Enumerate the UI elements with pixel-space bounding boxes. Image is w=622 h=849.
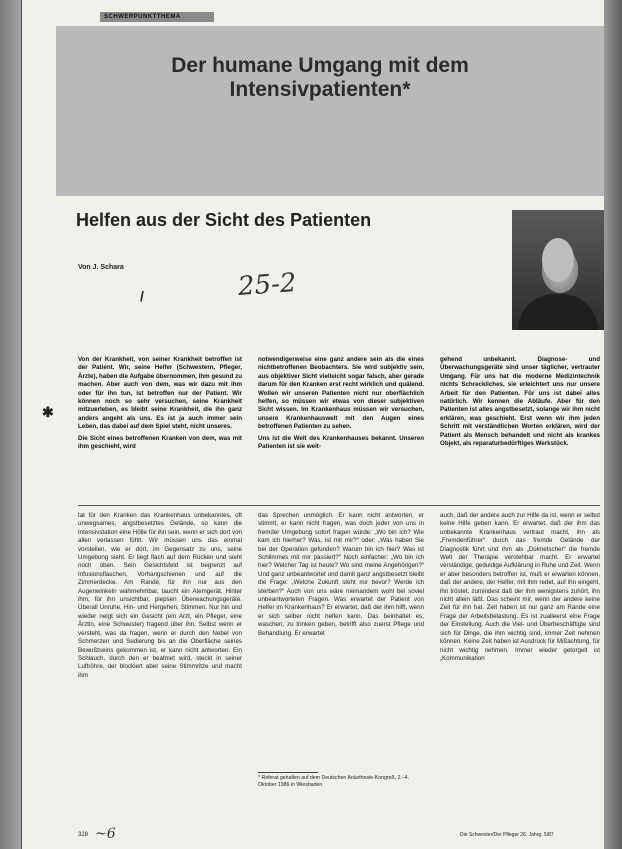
- section-divider: [78, 505, 600, 506]
- body-paragraph-1: tat für den Kranken das Krankenhaus unbekanntes, oft unwegsames, angstbesetztes Gelände, so kann die Intensivstation eine Hölle für ihn sein, wenn er sich dort von allen verlassen fühlt. Wir müssen uns das einmal vorstellen, wie er dort, im Gegensatz zu uns, seine Umgebung sieht. Er liegt flach auf dem Rücken und sieht noch oben. Sein Gesichtsfeld ist begrenzt auf Infusionsflaschen, Vorhangschienen und auf die Zimmerdecke. Am Rande, für ihn nur aus den Augenwinkeln wahrnehmbar, taucht ein Atemgerät. Hinter ihm, für ihn unsichtbar, piepsen Überwachungsgeräte. Überall Unruhe, Hin- und Hergehen, Stimmen. Nur hin und wieder neigt sich ein Gesicht (ein Arzt, ein Pfleger, eine Ärztin, eine Schwester) fragend über ihn. Selbst wenn er versteht, was da fragen, wenn er durch den Nebel von Schmerzen und Sedierung bis an die Oberfläche seines Bewußtseins gekommen ist, er kann nicht antworten. Ein Schlauch, durch den er beatmet wird, steckt in seiner Luftröhre, der blockiert aber seine Stimmritze und macht ihm: [78, 512, 242, 679]
- article-title-text: Der humane Umgang mit dem Intensivpatienten: [171, 54, 469, 101]
- lead-paragraph-3: notwendigerweise eine ganz andere sein als die eines nichtbetroffenen Beobachters. Sie wird subjektiv sein, aus objektiver Sicht vielleicht sogar falsch, aber gerade darum für den Kranken erst recht wirklich und quälend. Wollen wir unseren Patienten nicht nur oberflächlich helfen, so müssen wir etwas von dieser subjektiven Sicht wissen. Im Krankenhaus müssen wir versuchen, unsere Krankenhauswelt mit den Augen eines betroffenen Patienten zu sehen.: [258, 356, 424, 431]
- body-column-2: [258, 512, 424, 641]
- page-handwritten-mark: ~6: [95, 826, 116, 842]
- page-number: 328: [78, 832, 89, 838]
- lead-paragraph-1: Von der Krankheit, von seiner Krankheit betroffen ist der Patient. Wir, seine Helfer (Schwestern, Pfleger, Ärzte), haben die Aufgabe übernommen, ihm gesund zu machen. Aber auch von dem, was wir dazu mit ihm oder für ihn tun, ist betroffen nur der Patient. Wir können noch so sehr versuchen, seine Krankheit mitzuerleben, es bleibt seine Krankheit, die ihn ganz anders angeht als uns. Es ist ja auch immer sein Leben, das dabei auf dem Spiel steht, nicht unseres.: [78, 356, 242, 431]
- section-rubric: SCHWERPUNKTTHEMA: [100, 12, 214, 22]
- photo-shoulders: [518, 294, 598, 330]
- handwritten-note: 25-2: [237, 267, 298, 303]
- body-column-3: [440, 512, 600, 666]
- lead-paragraph-4: Uns ist die Welt des Krankenhauses bekannt. Unseren Patienten ist sie weit-: [258, 434, 424, 451]
- lead-paragraph-5: gehend unbekannt. Diagnose- und Überwachungsgeräte sind unser täglicher, vertrauter Umgang. Für uns hat die moderne Medizintechnik nichts Schreckliches, sie erleichtert uns nur unsere Arbeit für den Patienten. Für uns ist dabei alles natürlich. Wir kennen die Abläufe. Aber für den Patienten ist alles angstbesetzt, solange wir ihm nicht erklären, was geschieht. Erst wenn wir ihm jeden Schritt mit verständlichen Worten erklären, wird der Patient als Mensch behandelt und nicht als krankes Objekt, als reparaturbedürftiges Werkstück.: [440, 356, 600, 448]
- journal-reference: Die Schwester/Der Pfleger 26. Jahrg. 5/87: [460, 832, 554, 838]
- lead-column-2: [258, 356, 424, 454]
- author-photo: [512, 210, 604, 330]
- scan-edge-right: [604, 0, 622, 849]
- article-title: [170, 54, 470, 102]
- body-paragraph-3: auch, daß der andere auch zur Hilfe da ist, wenn er selbst keine Hilfe geben kann. Er erwartet, daß der ihm das unbekannte Krankenhaus vertraut macht, ihn als „Fremdenführer“ durch das fremde Gelände der Diagnostik führt und ihm als „Dolmetscher“ die fremde Welt der Therapie verstehbar macht. Er erwartet verständige, geduldige Aufklärung in Ruhe und Zeit. Wenn er aber besonders betroffen ist, muß er erwarten können, daß der andere, der Helfer, mit ihm redet, auf ihn eingeht, ihn tröstet, zumindest daß der ihm wenigstens zuhört, ihn nicht allein läßt. Das scheint mir, wenn der andere keine Zeit für ihn hat. Zeit haben ist nur ganz am Rande eine Frage der Arbeitsbelastung. Es ist zualleerst eine Frage der Einstellung. Auch die Viel- und Überbeschäftigte sind sich für Dinge, die ihm wichtig sind, immer Zeit nehmen können. Keine Zeit haben ist Ausdruck für Mißachtung, für nicht wichtig nehmen. Immer wieder getorgelt ist „Kommunikation: [440, 512, 600, 662]
- photo-face: [542, 238, 574, 282]
- article-subtitle: Helfen aus der Sicht des Patienten: [76, 210, 372, 230]
- body-paragraph-2: das Sprechen unmöglich. Er kann nicht antworten, er stimmt, er kann nicht fragen, was doch jeder von uns in fremder Umgebung sofort fragen würde: „Wo bin ich? Wie kam ich hierher? Was, ist mit mir?“ oder: „Was haben Sie bei der Operation gefunden? Warum bin ich hier? Was ist Schlimmes mit mir passiert?“ Noch einfacher: „Wo bin ich hier? Welcher Tag ist heute? Wo sind meine Angehörigen?“ Und ganz unbeantwortet und damit ganz angstbesetzt bleibt die Frage: „Welche Zukunft steht mir bevor? Werde ich sterben?“ Auch von uns wäre niemandem wohl bei soviel unbeantworteten Fragen. Was erwartet der Patient von Helfer im Krankenhaus? Er erwartet, daß der ihm hilft, wenn er sich selber nicht helfen kann. Das beinhaltet es, waschen, zu trinken geben, betrifft also zuerst Pflege und Behandlung. Er erwartet: [258, 512, 424, 637]
- lead-column-1: [78, 356, 242, 454]
- title-band: [56, 26, 604, 196]
- author-line: Von J. Schara: [78, 264, 124, 271]
- body-column-1: [78, 512, 242, 683]
- footnote-marker: *: [402, 78, 411, 101]
- margin-mark: ✱: [42, 404, 54, 420]
- lead-paragraph-2: Die Sicht eines betroffenen Kranken von dem, was mit ihm geschieht, wird: [78, 434, 242, 451]
- footnote: * Referat gehalten auf dem Deutschen Anästhesie-Kongreß, 2.–4. Oktober 1986 in Wiesbaden: [258, 775, 410, 788]
- lead-column-3: [440, 356, 600, 451]
- pen-mark: /: [140, 288, 144, 304]
- footnote-rule: [258, 772, 318, 773]
- scan-edge-left: [0, 0, 22, 849]
